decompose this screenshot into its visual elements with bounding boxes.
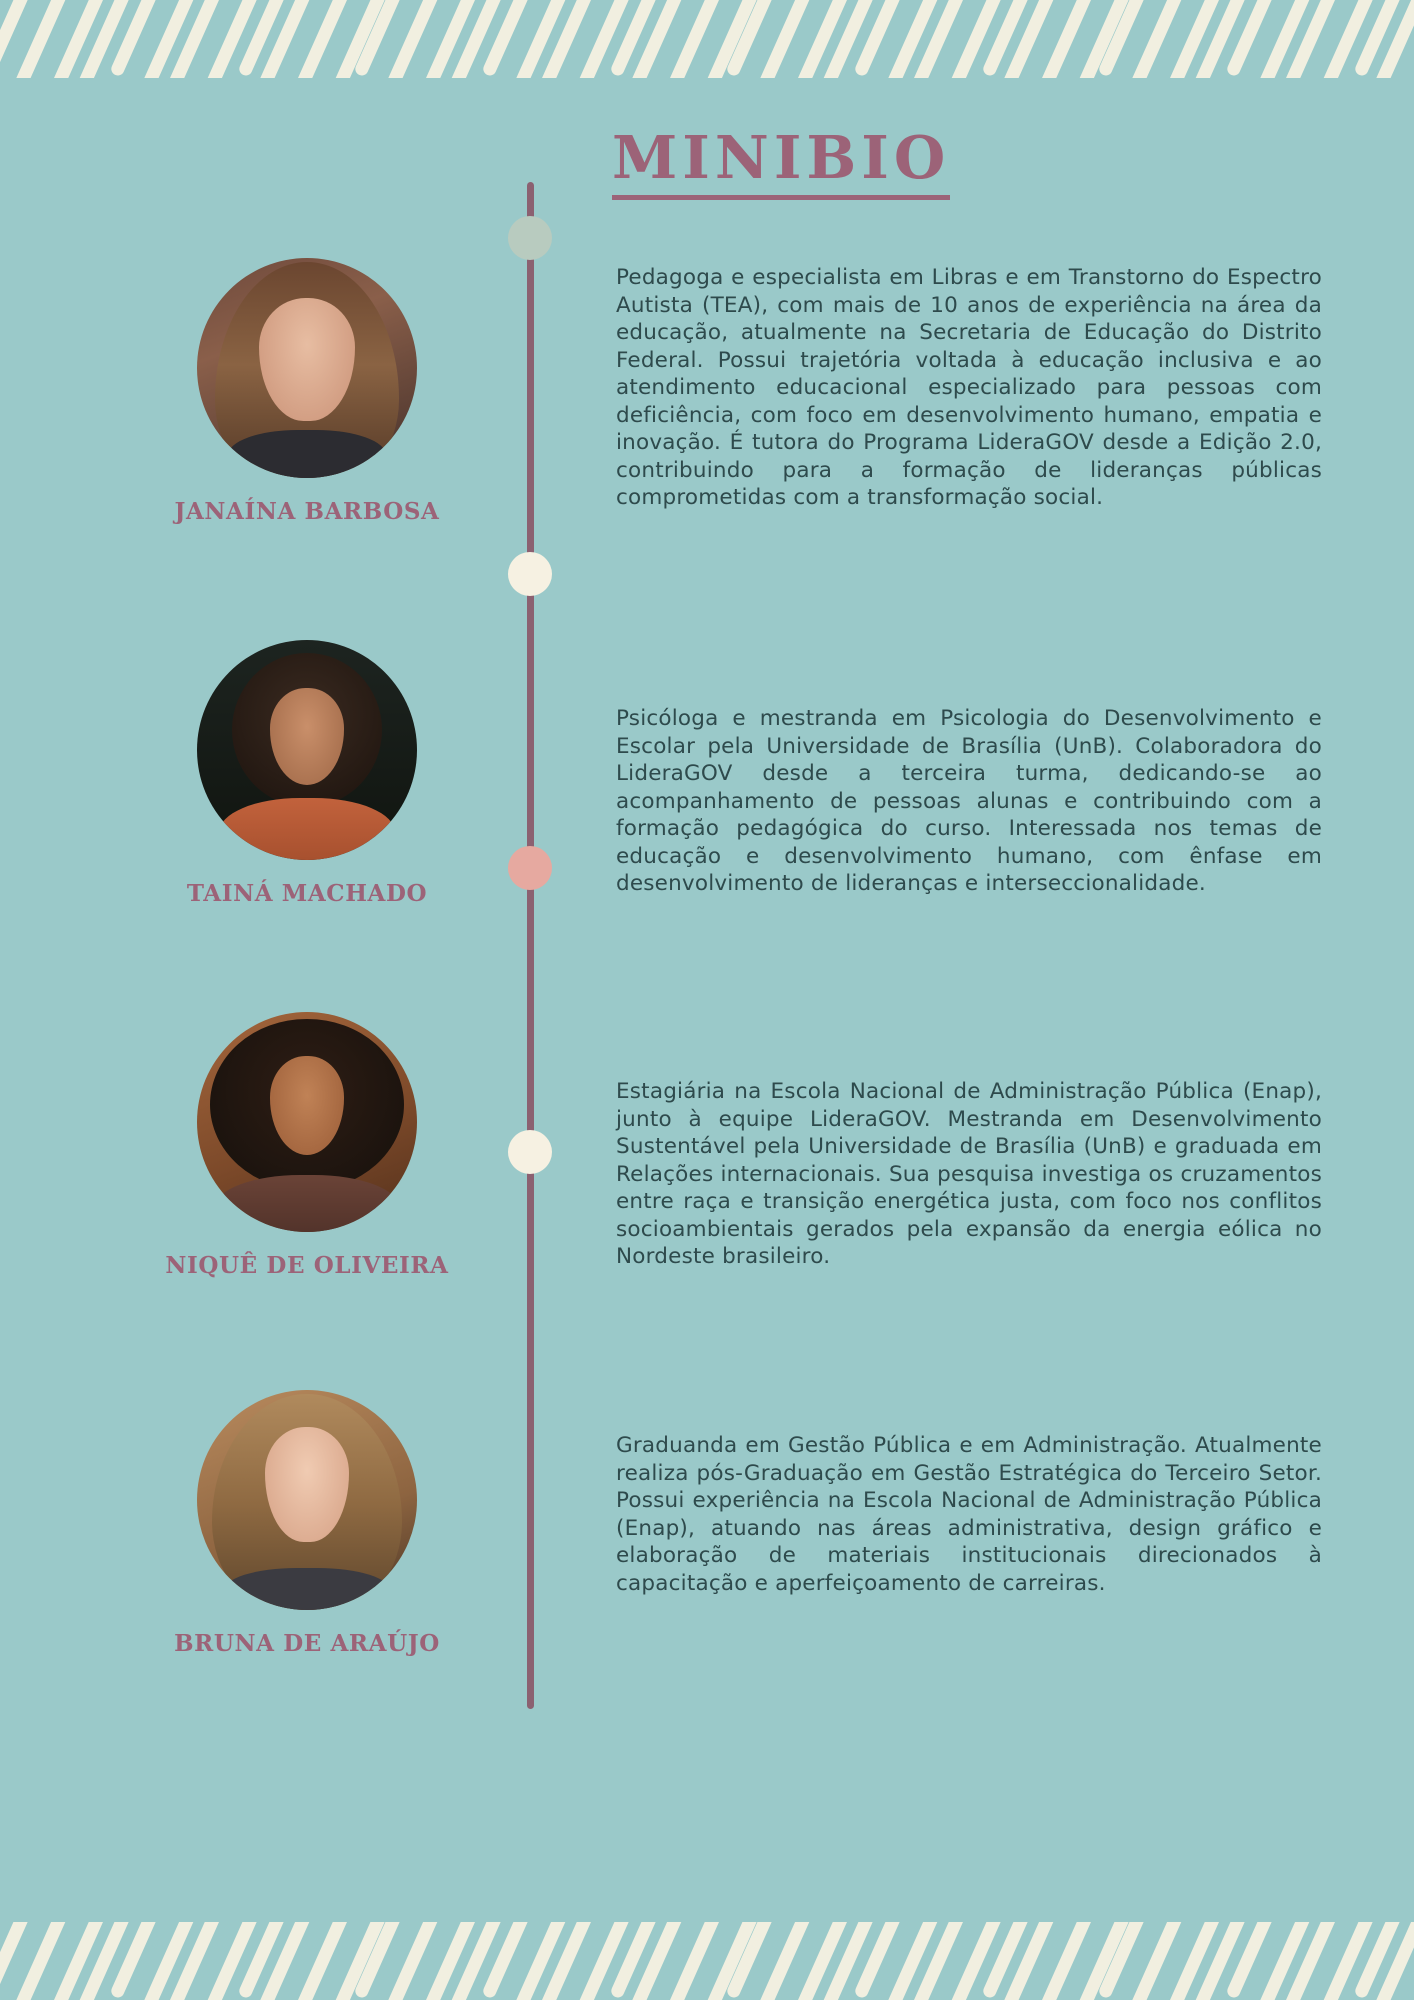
stripe-mark [323, 0, 388, 78]
stripe-mark [109, 0, 160, 78]
stripe-mark [67, 0, 132, 78]
timeline-dot-2 [508, 552, 552, 596]
stripe-mark [906, 1922, 966, 2000]
person-card-1 [152, 258, 462, 525]
stripe-mark [1183, 0, 1248, 78]
stripe-mark [1130, 0, 1185, 78]
timeline-line [527, 182, 534, 1709]
timeline-dot-1 [508, 216, 552, 260]
stripe-mark [258, 0, 313, 78]
stripe-mark [695, 1922, 760, 2000]
stripe-mark [439, 0, 504, 78]
stripe-mark [439, 1922, 504, 2000]
stripe-mark [386, 1922, 441, 2000]
stripe-mark [46, 0, 106, 78]
stripe-mark [353, 1922, 404, 2000]
stripe-mark [853, 0, 904, 78]
stripe-mark [939, 0, 1004, 78]
person-bio-1: Pedagoga e especialista em Libras e em Transtorno do Espectro Autista (TEA), com mais de 10 anos de experiência na área da educação, atualmente na Secretaria de Educação do Distrito Federal. Possui trajetória voltada à educação inclusiva e ao atendimento educacional especializado para pessoas com deficiência, com foco em desenvolvimento humano, empatia e inovação. É tutora do Programa LideraGOV desde a Edição 2.0, contribuindo para a formação de lideranças públicas comprometidas com a transformação social. [616, 265, 1322, 511]
stripe-mark [418, 1922, 478, 2000]
stripe-mark [1353, 1922, 1404, 2000]
stripe-mark [481, 1922, 532, 2000]
stripe-mark [290, 1922, 350, 2000]
stripe-mark [630, 0, 685, 78]
stripe-mark [1067, 0, 1132, 78]
stripe-mark [0, 1922, 32, 2000]
stripe-mark [939, 1922, 1004, 2000]
person-bio-3: Estagiária na Escola Nacional de Administração Pública (Enap), junto à equipe LideraGOV. Mestranda em Desenvolvimento Sustentável pela Universidade de Brasília (UnB) e graduada em Relações internacionais. Sua pesquisa investiga os cruzamentos entre raça e transição energética justa, com foco nos conflitos socioambientais gerados pela expansão da energia eólica no Nordeste brasileiro. [616, 1079, 1322, 1270]
stripe-mark [567, 0, 632, 78]
stripe-mark [514, 1922, 569, 2000]
stripe-mark [1258, 0, 1313, 78]
stripe-mark [481, 0, 532, 78]
stripe-mark [46, 1922, 106, 2000]
stripe-mark [0, 0, 32, 78]
top-stripe-decoration [0, 0, 1414, 78]
stripe-mark [514, 0, 569, 78]
portrait-photo-icon [197, 640, 417, 860]
stripe-mark [1002, 0, 1057, 78]
person-card-2 [152, 640, 462, 907]
stripe-mark [981, 0, 1032, 78]
stripe-mark [323, 1922, 388, 2000]
stripe-mark [1162, 1922, 1222, 2000]
stripe-mark [1225, 1922, 1276, 2000]
stripe-mark [1162, 0, 1222, 78]
person-name-1: JANAÍNA BARBOSA [174, 498, 440, 525]
stripe-mark [1067, 1922, 1132, 2000]
person-bio-4: Graduanda em Gestão Pública e em Administração. Atualmente realiza pós-Graduação em Gestão Estratégica do Terceiro Setor. Possui experiência na Escola Nacional de Administração Pública (Enap), atuando nas áreas administrativa, design gráfico e elaboração de materiais institucionais direcionados à capacitação e aperfeiçoamento de carreiras. [616, 1433, 1322, 1596]
stripe-mark [1311, 0, 1376, 78]
portrait-photo-icon [197, 1390, 417, 1610]
person-bio-2: Psicóloga e mestranda em Psicologia do Desenvolvimento e Escolar pela Universidade de Brasília (UnB). Colaboradora do LideraGOV desde a terceira turma, dedicando-se ao acompanhamento de pessoas alunas e contribuindo com a formação pedagógica do curso. Interessada nos temas de educação e desenvolvimento humano, com ênfase em desenvolvimento de lideranças e interseccionalidade. [616, 706, 1322, 897]
stripe-mark [1183, 1922, 1248, 2000]
stripe-mark [853, 1922, 904, 2000]
stripe-mark [142, 0, 197, 78]
stripe-mark [1353, 0, 1404, 78]
stripe-mark [353, 0, 404, 78]
portrait-photo-icon [197, 1012, 417, 1232]
page-title: MINIBIO [612, 128, 950, 200]
stripe-mark [195, 0, 260, 78]
timeline-dot-3 [508, 846, 552, 890]
stripe-mark [695, 0, 760, 78]
stripe-mark [886, 1922, 941, 2000]
stripe-mark [237, 1922, 288, 2000]
stripe-mark [162, 1922, 222, 2000]
stripe-mark [609, 0, 660, 78]
stripe-mark [67, 1922, 132, 2000]
stripe-mark [142, 1922, 197, 2000]
stripe-mark [1258, 1922, 1313, 2000]
stripe-mark [1097, 1922, 1148, 2000]
person-name-3: NIQUÊ DE OLIVEIRA [165, 1252, 449, 1279]
person-card-4 [152, 1390, 462, 1657]
stripe-mark [790, 1922, 850, 2000]
stripe-mark [1278, 1922, 1338, 2000]
stripe-mark [1311, 1922, 1376, 2000]
stripe-mark [725, 0, 776, 78]
bottom-stripe-decoration [0, 1922, 1414, 2000]
stripe-mark [1225, 0, 1276, 78]
person-card-3 [152, 1012, 462, 1279]
stripe-mark [567, 1922, 632, 2000]
stripe-mark [790, 0, 850, 78]
portrait-photo-icon [197, 258, 417, 478]
stripe-mark [981, 1922, 1032, 2000]
stripe-mark [1130, 1922, 1185, 2000]
stripe-mark [534, 0, 594, 78]
avatar-bruna-de-araujo [197, 1390, 417, 1610]
stripe-mark [195, 1922, 260, 2000]
avatar-janaina-barbosa [197, 258, 417, 478]
stripe-mark [811, 1922, 876, 2000]
person-name-4: BRUNA DE ARAÚJO [174, 1630, 440, 1657]
stripe-mark [758, 0, 813, 78]
stripe-mark [14, 1922, 69, 2000]
stripe-mark [290, 0, 350, 78]
stripe-mark [886, 0, 941, 78]
stripe-mark [386, 0, 441, 78]
stripe-mark [1374, 1922, 1414, 2000]
stripe-mark [662, 1922, 722, 2000]
stripe-mark [609, 1922, 660, 2000]
stripe-mark [1374, 0, 1414, 78]
stripe-mark [109, 1922, 160, 2000]
stripe-mark [237, 0, 288, 78]
stripe-mark [1034, 0, 1094, 78]
stripe-mark [1002, 1922, 1057, 2000]
stripe-mark [725, 1922, 776, 2000]
stripe-mark [630, 1922, 685, 2000]
stripe-mark [1097, 0, 1148, 78]
stripe-mark [811, 0, 876, 78]
stripe-mark [1278, 0, 1338, 78]
stripe-mark [1034, 1922, 1094, 2000]
stripe-mark [418, 0, 478, 78]
stripe-mark [162, 0, 222, 78]
timeline-dot-4 [508, 1130, 552, 1174]
stripe-mark [534, 1922, 594, 2000]
stripe-mark [662, 0, 722, 78]
stripe-mark [14, 0, 69, 78]
stripe-mark [906, 0, 966, 78]
person-name-2: TAINÁ MACHADO [186, 880, 428, 907]
stripe-mark [258, 1922, 313, 2000]
stripe-mark [758, 1922, 813, 2000]
avatar-nique-de-oliveira [197, 1012, 417, 1232]
avatar-taina-machado [197, 640, 417, 860]
